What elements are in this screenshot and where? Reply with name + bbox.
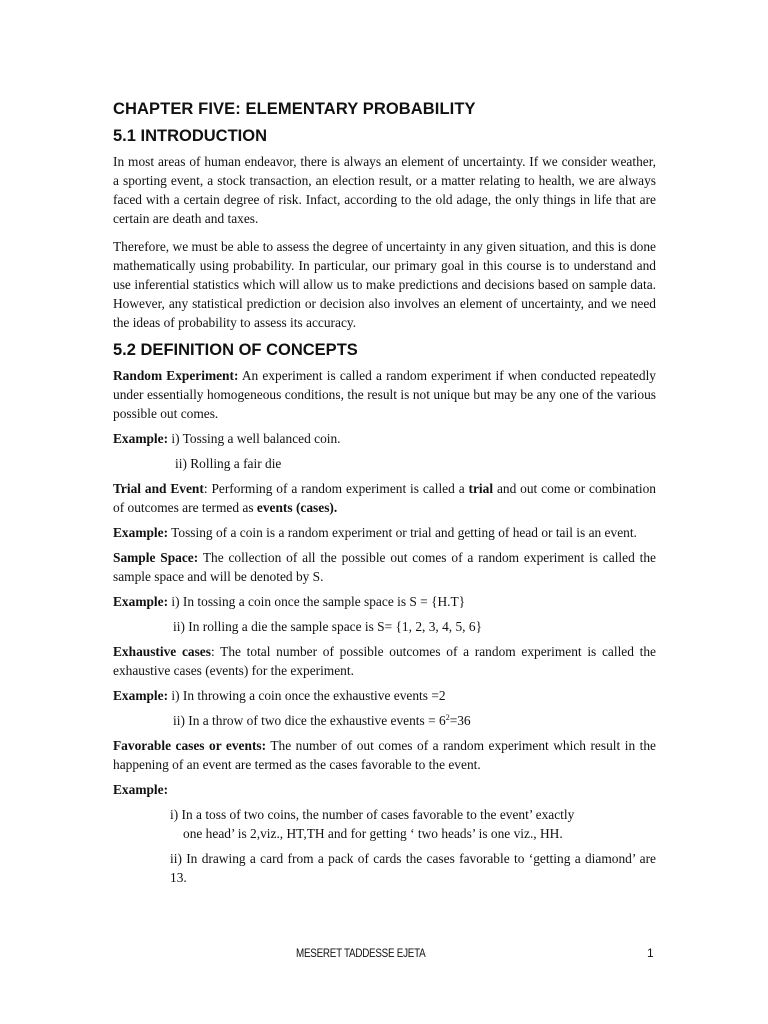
page-number: 1	[647, 946, 654, 960]
term-events: events (cases).	[256, 500, 338, 515]
example-5i-continued: one head’ is 2,viz., HT,TH and for getting ‘ two heads’ is one viz., HH.	[183, 826, 563, 841]
term-sample-space: Sample Space:	[113, 550, 199, 565]
example-text: Tossing of a coin is a random experiment or trial and getting of head or tail is an event.	[168, 525, 637, 540]
example-5i: i) In a toss of two coins, the number of cases favorable to the event’ exactly	[170, 807, 575, 822]
example-5-label	[113, 780, 656, 799]
example-text: =36	[449, 713, 471, 728]
example-1b: ii) Rolling a fair die	[175, 456, 282, 471]
term-trial-event: Trial and Event	[113, 481, 204, 496]
trial-event-definition	[113, 479, 656, 517]
example-label: Example:	[113, 688, 169, 703]
example-label: Example:	[113, 431, 169, 446]
example-4a	[113, 686, 656, 705]
sample-space-definition	[113, 548, 656, 586]
example-text: i) In throwing a coin once the exhaustive events =2	[168, 688, 446, 703]
favorable-cases-definition	[113, 736, 656, 774]
definition-text: : The total number of possible outcomes of a random experiment is called the exhaustive cases (events) for the experiment.	[113, 644, 656, 678]
example-3a	[113, 592, 656, 611]
intro-paragraph-2: Therefore, we must be able to assess the degree of uncertainty in any given situation, and this is done mathematically using probability. In particular, our primary goal in this course is to understand and use inferential statistics which will allow us to make predictions and decisions based on sample data. However, any statistical prediction or decision also involves an element of uncertainty, and we need the ideas of probability to assess its accuracy.	[113, 239, 656, 330]
example-5ii: ii) In drawing a card from a pack of cards the cases favorable to ‘getting a diamond’ are 13.	[170, 851, 656, 885]
definition-text: The collection of all the possible out comes of a random experiment is called the sample space and will be denoted by S.	[113, 550, 656, 584]
definition-text: The number of out comes of a random experiment which result in the happening of an event are termed as the cases favorable to the event.	[113, 738, 656, 772]
definition-text: and out come or combination of outcomes are termed as	[113, 481, 657, 515]
example-2	[113, 523, 656, 542]
term-favorable-cases: Favorable cases or events:	[113, 738, 267, 753]
example-3b: ii) In rolling a die the sample space is S= {1, 2, 3, 4, 5, 6}	[173, 619, 482, 634]
term-trial: trial	[468, 481, 494, 496]
example-4b	[113, 711, 656, 730]
exponent: 2	[445, 713, 450, 722]
term-random-experiment: Random Experiment:	[113, 368, 239, 383]
example-text: i) Tossing a well balanced coin.	[168, 431, 341, 446]
section-heading-definitions: 5.2 DEFINITION OF CONCEPTS	[113, 341, 358, 359]
example-label: Example:	[113, 594, 169, 609]
term-exhaustive-cases: Exhaustive cases	[113, 644, 211, 659]
definition-text: : Performing of a random experiment is called a	[203, 481, 469, 496]
example-1a	[113, 429, 656, 448]
chapter-title: CHAPTER FIVE: ELEMENTARY PROBABILITY	[113, 100, 476, 118]
example-text: i) In tossing a coin once the sample space is S = {H.T}	[168, 594, 466, 609]
document-page	[113, 100, 656, 887]
example-label: Example:	[113, 525, 169, 540]
section-heading-introduction: 5.1 INTRODUCTION	[113, 127, 268, 145]
random-experiment-definition	[113, 366, 656, 423]
exhaustive-cases-definition	[113, 642, 656, 680]
example-label: Example:	[113, 782, 169, 797]
example-text: ii) In a throw of two dice the exhaustive events = 6	[173, 713, 446, 728]
intro-paragraph-1: In most areas of human endeavor, there is always an element of uncertainty. If we consider weather, a sporting event, a stock transaction, an election result, or a matter relating to health, we are always faced with a certain degree of risk. Infact, according to the old adage, the only things in life that are certain are death and taxes.	[113, 154, 656, 226]
definition-text: An experiment is called a random experiment if when conducted repeatedly under essentially homogeneous conditions, the result is not unique but may be any one of the various possible out comes.	[113, 368, 656, 421]
footer-author: MESERET TADDESSE EJETA	[296, 946, 426, 960]
